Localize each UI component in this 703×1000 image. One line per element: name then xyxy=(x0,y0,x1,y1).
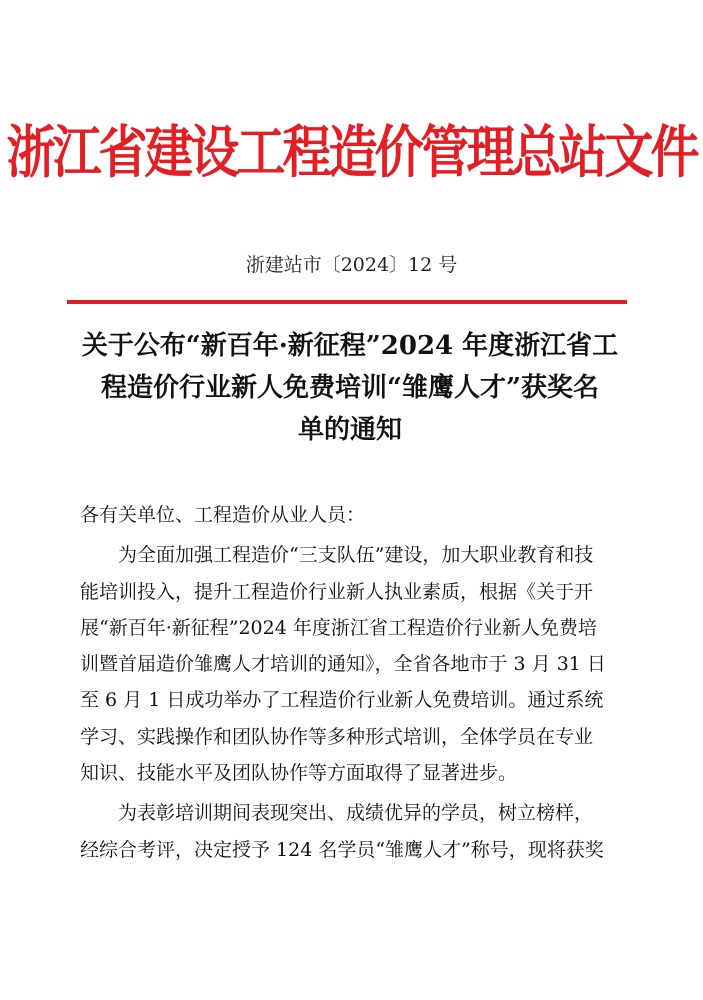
paragraph-1-line: 学习、实践操作和团队协作等多种形式培训，全体学员在专业 xyxy=(80,725,594,748)
document-number: 浙建站市〔2024〕12 号 xyxy=(245,254,458,276)
notice-title-line-2: 程造价行业新人免费培训“雏鹰人才”获奖名 xyxy=(101,373,599,403)
paragraph-1-line: 为全面加强工程造价“三支队伍”建设，加大职业教育和技 xyxy=(118,544,594,567)
notice-title-line-1: 关于公布“新百年·新征程”2024 年度浙江省工 xyxy=(81,331,619,361)
red-divider-line xyxy=(67,300,627,304)
paragraph-1-line: 知识、技能水平及团队协作等方面取得了显著进步。 xyxy=(80,762,518,785)
notice-title-line-3: 单的通知 xyxy=(297,415,402,445)
paragraph-2-line: 为表彰培训期间表现突出、成绩优异的学员，树立榜样， xyxy=(118,802,594,825)
paragraph-1-line: 至 6 月 1 日成功举办了工程造价行业新人免费培训。通过系统 xyxy=(80,689,604,712)
salutation: 各有关单位、工程造价从业人员： xyxy=(80,504,366,526)
paragraph-1 xyxy=(80,537,625,791)
paragraph-1-line: 训暨首届造价雏鹰人才培训的通知》，全省各地市于 3 月 31 日 xyxy=(80,653,606,676)
masthead-title: 浙江省建设工程造价管理总站文件 xyxy=(6,119,697,186)
paragraph-2 xyxy=(80,795,625,868)
notice-title xyxy=(70,325,630,451)
paragraph-1-line: 能培训投入，提升工程造价行业新人执业素质，根据《关于开 xyxy=(80,580,594,603)
paragraph-1-line: 展“新百年·新征程”2024 年度浙江省工程造价行业新人免费培 xyxy=(80,616,597,639)
notice-body xyxy=(80,497,625,868)
paragraph-2-line: 经综合考评，决定授予 124 名学员“雏鹰人才”称号，现将获奖 xyxy=(80,838,604,861)
